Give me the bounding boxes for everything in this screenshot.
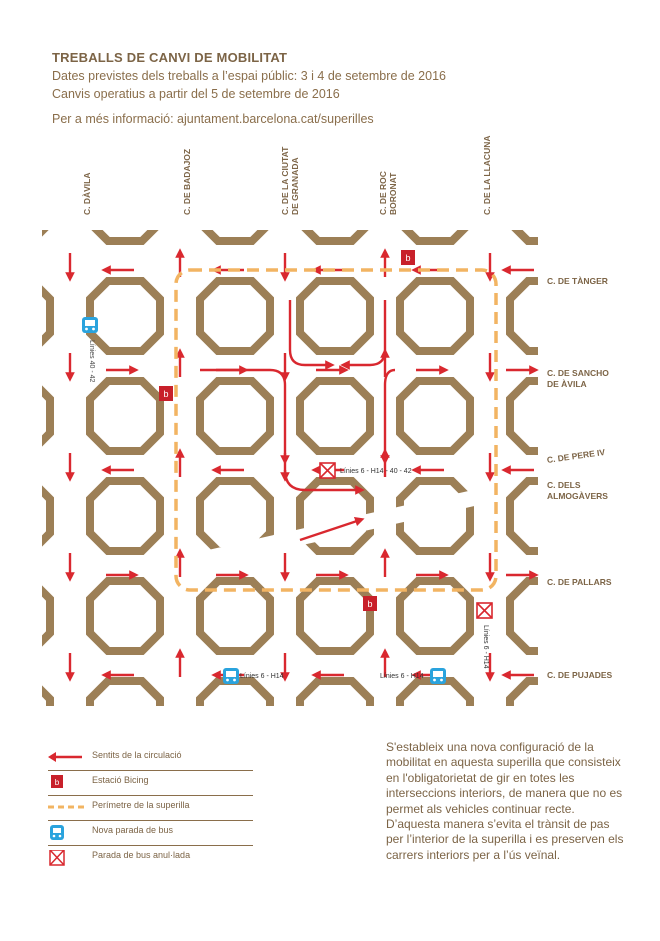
city-block <box>400 171 470 241</box>
legend-cancelled: Parada de bus anul·lada <box>48 848 253 870</box>
bus-icon <box>430 668 446 684</box>
map-icons <box>82 250 492 684</box>
svg-text:b: b <box>54 778 60 787</box>
legend-bicing: b Estació Bicing <box>48 773 253 796</box>
street-pallars: C. DE PALLARS <box>547 577 612 587</box>
legend-perimeter: Perímetre de la superilla <box>48 798 253 821</box>
operational-line: Canvis operatius a partir del 5 de setembre de 2016 <box>52 87 340 101</box>
street-llacuna: C. DE LA LLACUNA <box>482 135 492 215</box>
legend-direction: Sentits de la circulació <box>48 748 253 771</box>
city-block <box>200 381 270 451</box>
bus-label-bottom-right: Línies 6 - H14 <box>380 673 424 680</box>
superblock-perimeter <box>176 270 496 590</box>
city-block <box>300 171 370 241</box>
city-block <box>300 681 370 751</box>
legend-bus: Nova parada de bus <box>48 823 253 846</box>
city-block <box>200 281 270 351</box>
street-tanger: C. DE TÀNGER <box>547 276 608 286</box>
city-block <box>510 581 580 651</box>
bus-label-left: Línies 40 - 42 <box>88 340 95 383</box>
info-line: Per a més informació: ajuntament.barcelona.cat/superilles <box>52 112 374 126</box>
city-block <box>0 481 50 551</box>
city-block <box>90 381 160 451</box>
bicing-icon <box>48 775 84 789</box>
turn-arrow <box>385 370 395 460</box>
bicing-icon <box>159 386 173 401</box>
cancel-label-right: Línies 6 - H14 <box>482 625 489 669</box>
city-block <box>90 581 160 651</box>
bus-icon <box>82 317 98 333</box>
street-pujades: C. DE PUJADES <box>547 670 613 680</box>
cancelled-bus-stop-icon <box>48 850 84 866</box>
arrow-icon <box>48 750 84 764</box>
bicing-icon <box>401 250 415 265</box>
city-block <box>400 281 470 351</box>
dates-line: Dates previstes dels treballs a l’espai públic: 3 i 4 de setembre de 2016 <box>52 69 446 83</box>
city-block <box>200 171 270 241</box>
city-block <box>0 171 50 241</box>
city-block <box>510 171 580 241</box>
city-block <box>300 281 370 351</box>
city-block <box>200 681 270 751</box>
city-block <box>510 281 580 351</box>
cancelled-bus-stop-icon <box>477 603 492 618</box>
perimeter-icon <box>48 800 84 814</box>
city-block <box>0 581 50 651</box>
description-paragraph: S'estableix una nova configuració de la mobilitat en aquesta superilla que consisteix en l'obligatorietat de gir en totes les interseccions interiors, de manera que no es permet als vehicles continuar recte. D’aquesta manera s’evita el trànsit de pas per l’interior de la superilla i es preserven els carrers interiors per a l’ús veïnal. <box>386 740 624 862</box>
street-ciutat-granada: C. DE LA CIUTAT DE GRANADA <box>280 146 300 215</box>
city-block <box>510 381 580 451</box>
svg-text:b: b <box>163 389 169 399</box>
street-davila: C. DÀVILA <box>82 172 92 215</box>
city-block <box>510 481 580 551</box>
city-block <box>90 481 160 551</box>
city-block <box>90 171 160 241</box>
street-pere-iv: C. DE PERE IV <box>546 446 606 465</box>
city-block <box>90 681 160 751</box>
bus-icon <box>48 825 84 841</box>
street-sancho-avila: C. DE SANCHO DE ÀVILA <box>547 368 609 389</box>
street-badajoz: C. DE BADAJOZ <box>182 148 192 215</box>
street-almogavers: C. DELS ALMOGÀVERS <box>547 480 608 501</box>
svg-text:b: b <box>367 599 373 609</box>
city-block <box>0 281 50 351</box>
cancelled-bus-stop-icon <box>320 463 335 478</box>
city-block <box>400 381 470 451</box>
bus-icon <box>223 668 239 684</box>
street-roc-boronat: C. DE ROC BORONAT <box>378 171 398 215</box>
city-blocks <box>0 171 580 751</box>
bicing-icon <box>363 596 377 611</box>
bus-label-bottom-left: Línies 6 - H14 <box>240 673 284 680</box>
svg-text:b: b <box>405 253 411 263</box>
cancel-label-center: Línies 6 - H14 - 40 - 42 <box>340 468 412 475</box>
city-block <box>300 381 370 451</box>
city-block <box>90 281 160 351</box>
city-block <box>0 681 50 751</box>
page-title: TREBALLS DE CANVI DE MOBILITAT <box>52 50 288 65</box>
city-block <box>0 381 50 451</box>
